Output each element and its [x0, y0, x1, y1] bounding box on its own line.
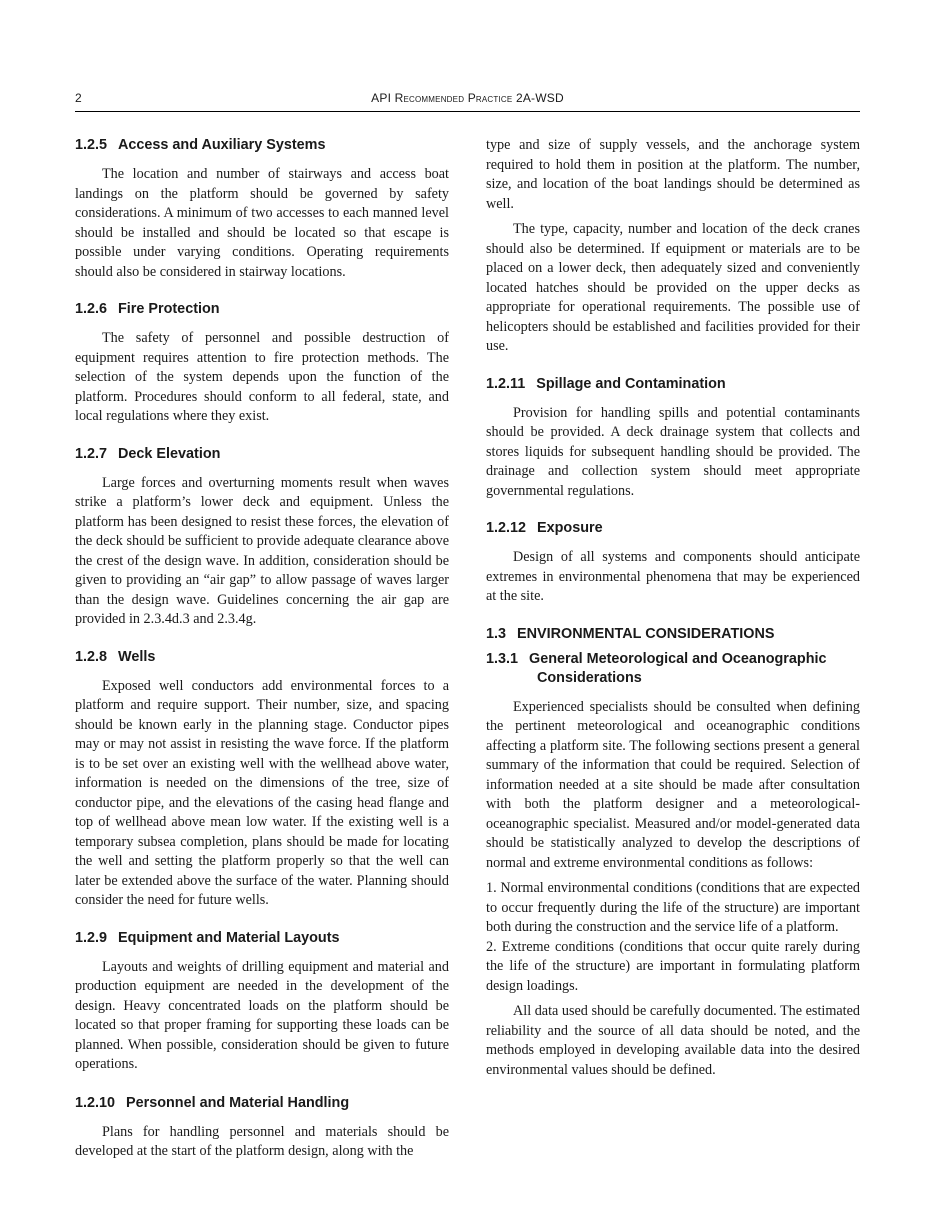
paragraph: Exposed well conductors add environmental forces to a platform and require support. Their number, size, and spacing should be known early in the planning stage. Conductor pipes may or may not assist in resisting the wave force. If the platform is to be set over an existing well with the wellhead above water, information is needed on the dimensions of the tree, size of conductor pipe, and the elevations of the casing head flange and top of wellhead above mean low water. If the existing well is a temporary subsea completion, plans should be made for locating the well and setting the platform properly so that the well can later be extended above the surface of the water. Planning should consider the need for future wells.: [75, 677, 449, 908]
paragraph: The type, capacity, number and location of the deck cranes should also be determined. If equipment or materials are to be placed on a lower deck, then adequately sized and conveniently located hatches should be provided on the upper decks as appropriate for operational requirements. The possible use of helicopters should be established and facilities provided for their use.: [486, 221, 860, 354]
paragraph: All data used should be carefully documented. The estimated reliability and the source of all data should be noted, and the methods employed in developing available data into the desired environmental values should be defined.: [486, 1003, 860, 1078]
running-title: API Recommended Practice 2A-WSD: [371, 91, 564, 105]
section-heading-1-3: 1.3 ENVIRONMENTAL CONSIDERATIONS: [486, 625, 775, 642]
running-header: [75, 89, 860, 112]
paragraph: Design of all systems and components should anticipate extremes in environmental phenomena that may be experienced at the site.: [486, 549, 860, 604]
list-item: 2. Extreme conditions (conditions that occur quite rarely during the life of the structure) are important in formulating platform design loadings.: [486, 938, 860, 994]
section-heading-1-2-11: 1.2.11 Spillage and Contamination: [486, 375, 726, 392]
section-heading-1-2-6: 1.2.6 Fire Protection: [75, 301, 220, 317]
paragraph: Experienced specialists should be consulted when defining the pertinent meteorological and oceanographic conditions affecting a platform site. The following sections present a general summary of the information that could be required. Selection of information needed at a site should be made after consultation with both the platform designer and a meteorological-oceanographic specialist. Measured and/or model-generated data should be statistically analyzed to develop the descriptions of normal and extreme environmental conditions as follows:: [486, 698, 860, 871]
section-heading-1-2-7: 1.2.7 Deck Elevation: [75, 445, 221, 462]
document-page: [75, 89, 860, 1159]
section-heading-1-2-8: 1.2.8 Wells: [75, 648, 156, 665]
section-heading-1-2-5: 1.2.5 Access and Auxiliary Systems: [75, 137, 326, 153]
paragraph-continued: type and size of supply vessels, and the anchorage system required to hold them in position at the platform. The number, size, and location of the boat landings should be determined as well.: [486, 137, 860, 212]
section-heading-1-3-1: 1.3.1 General Meteorological and Oceanographic Considerations: [486, 650, 827, 686]
paragraph: Provision for handling spills and potential contaminants should be provided. A deck drainage system that collects and stores liquids for subsequent handling should be provided. The drainage and collection system should meet appropriate governmental regulations.: [486, 404, 860, 499]
right-column: [486, 136, 860, 1080]
paragraph: The safety of personnel and possible destruction of equipment requires attention to fire protection methods. The selection of the system depends upon the function of the platform. Procedures should conform to all federal, state, and local regulations where they exist.: [75, 330, 449, 424]
section-heading-1-2-9: 1.2.9 Equipment and Material Layouts: [75, 929, 340, 946]
page-number: 2: [75, 91, 82, 105]
list-item: 1. Normal environmental conditions (conditions that are expected to occur frequently during the life of the structure) are important both during the construction and the service life of a platform.: [486, 880, 860, 935]
paragraph: Layouts and weights of drilling equipment and material and production equipment are needed in the development of the design. Heavy concentrated loads on the platform should be located so that proper framing for supporting these loads can be planned. When possible, consideration should be given to future operations.: [75, 958, 449, 1072]
paragraph: The location and number of stairways and access boat landings on the platform should be governed by safety considerations. A minimum of two accesses to each manned level should be installed and should be located so that escape is possible under varying conditions. Operating requirements should also be considered in stairway locations.: [75, 166, 449, 280]
section-heading-1-2-10: 1.2.10 Personnel and Material Handling: [75, 1094, 350, 1111]
left-column: [75, 136, 449, 1162]
paragraph: Plans for handling personnel and materials should be developed at the start of the platform design, along with the: [75, 1123, 449, 1159]
section-heading-1-2-12: 1.2.12 Exposure: [486, 520, 603, 536]
paragraph: Large forces and overturning moments result when waves strike a platform’s lower deck and equipment. Unless the platform has been designed to resist these forces, the elevation of the deck should be sufficient to provide adequate clearance above the crest of the design wave. In addition, consideration should be given to providing an “air gap” to allow passage of waves larger than the design wave. Guidelines concerning the air gap are provided in 2.3.4d.3 and 2.3.4g.: [75, 474, 449, 627]
